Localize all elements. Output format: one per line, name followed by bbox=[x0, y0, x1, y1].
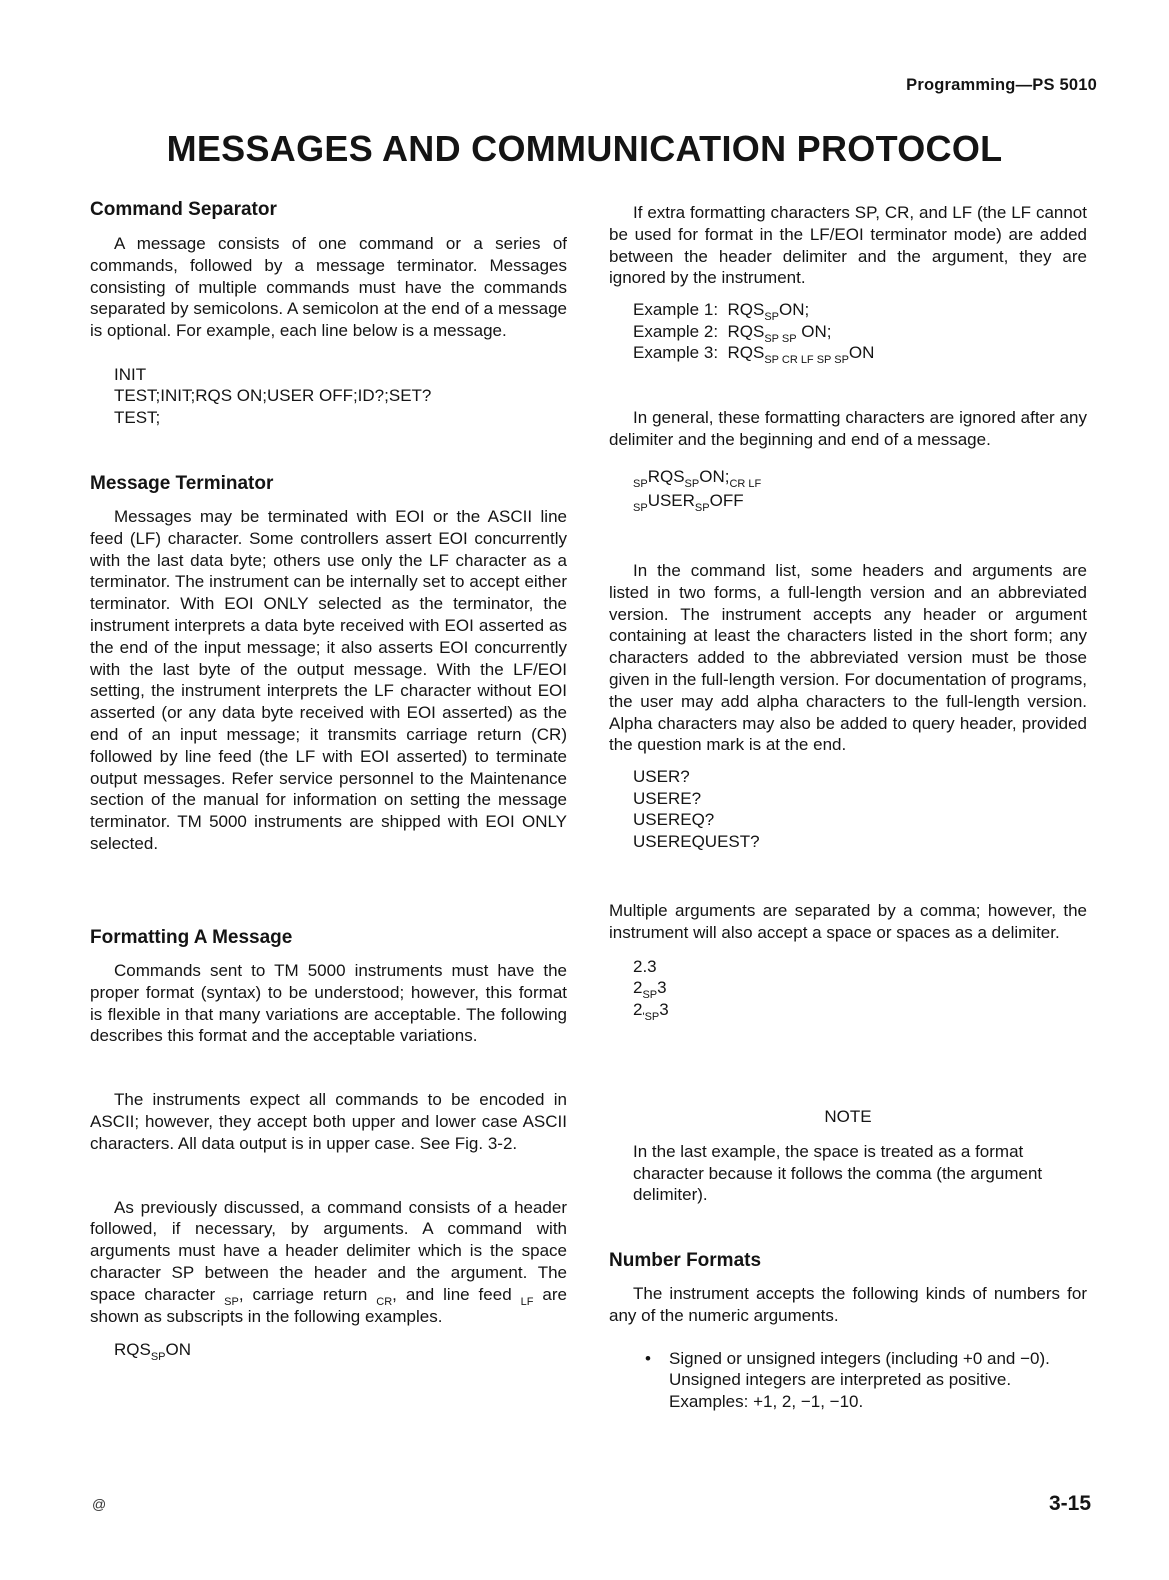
text: , and line feed bbox=[392, 1284, 521, 1304]
text: USER bbox=[647, 490, 695, 510]
example-line bbox=[633, 342, 1087, 367]
note-body: In the last example, the space is treated as a format character because it follows the comma (the argument delimiter). bbox=[633, 1141, 1043, 1205]
section-heading: Message Terminator bbox=[90, 473, 274, 494]
note-title: NOTE bbox=[824, 1107, 872, 1126]
bullet-icon: • bbox=[645, 1348, 651, 1368]
section-heading: Command Separator bbox=[90, 199, 277, 220]
subscript: LF bbox=[520, 1295, 534, 1308]
paragraph: Messages may be terminated with EOI or the ASCII line feed (LF) character. Some controllers assert EOI concurrently with the last data byte; others use only the LF character as a terminator. The instrument can be internally set to accept either terminator. With EOI ONLY selected as the terminator, the instrument interprets a data byte received with EOI asserted as the end of the input message; it also asserts EOI concurrently with the last byte of the output message. With the LF/EOI setting, the instrument interprets the LF character without EOI asserted (or any data byte received with EOI asserted) as the end of an input message; it transmits carriage return (CR) followed by line feed (the LF with EOI asserted) to terminate output messages. Refer service personnel to the Maintenance section of the manual for information on setting the message terminator. TM 5000 instruments are shipped with EOI ONLY selected. bbox=[90, 507, 567, 853]
formatting-section bbox=[90, 926, 567, 1364]
example-line bbox=[633, 999, 1087, 1021]
text: RQS bbox=[647, 466, 685, 486]
subscript: SP bbox=[642, 989, 658, 1002]
paragraph bbox=[90, 1197, 567, 1328]
paragraph: In the command list, some headers and arguments are listed in two forms, a full-length version and an abbreviated version. The instrument accepts any header or argument containing at least the characters listed in the short form; any characters added to the abbreviated version must be those given in the full-length version. For documentation of programs, the user may add alpha characters to the full-length version. Alpha characters may also be added to query header, provided the question mark is at the end. bbox=[609, 561, 1087, 755]
paragraph: Commands sent to TM 5000 instruments must have the proper format (syntax) to be understood; however, this format is flexible in that many variations are acceptable. The following describes this format and the acceptable variations. bbox=[90, 961, 567, 1046]
example-line bbox=[90, 1339, 567, 1364]
subscript: SP bbox=[633, 477, 648, 490]
text: As previously discussed, a command consists of a header followed, if necessary, by arguments. A command with arguments must have a header delimiter which is the space character SP between the header and the argument. The space character bbox=[90, 1197, 567, 1304]
example-line bbox=[633, 977, 1087, 1002]
label: Example 2: bbox=[633, 321, 719, 341]
subscript: SP bbox=[694, 501, 710, 514]
text: are shown as subscripts in the following examples. bbox=[90, 1284, 567, 1326]
extra-formatting-section bbox=[609, 202, 1087, 367]
subscript: SP bbox=[633, 501, 648, 514]
subscript: CR bbox=[376, 1295, 393, 1308]
example-line: USEREQUEST? bbox=[633, 831, 760, 851]
example-line: 2.3 bbox=[633, 956, 657, 976]
page-number: 3-15 bbox=[1048, 1492, 1091, 1515]
paragraph: The instrument accepts the following kinds of numbers for any of the numeric arguments. bbox=[609, 1284, 1087, 1325]
text: RQS bbox=[727, 300, 765, 320]
text: OFF bbox=[709, 490, 744, 510]
example-line bbox=[633, 465, 1087, 489]
subscript: SP SP bbox=[764, 332, 797, 345]
example-line: TEST;INIT;RQS ON;USER OFF;ID?;SET? bbox=[114, 386, 432, 406]
example-line bbox=[633, 299, 1087, 324]
text: ON; bbox=[779, 300, 810, 320]
text: 2 bbox=[633, 999, 643, 1019]
example-list bbox=[609, 766, 1087, 852]
example-list bbox=[90, 364, 567, 429]
subscript: SP CR LF SP SP bbox=[764, 354, 849, 367]
text: RQS bbox=[727, 343, 765, 363]
message-terminator-section bbox=[90, 472, 567, 855]
bullet-item bbox=[609, 1348, 1087, 1413]
text: 3 bbox=[659, 999, 669, 1019]
text: RQS bbox=[114, 1340, 151, 1360]
text: RQS bbox=[727, 321, 765, 341]
text: 3 bbox=[657, 978, 667, 998]
text: ON; bbox=[796, 321, 832, 341]
note-section bbox=[609, 1106, 1087, 1206]
example-line: USER? bbox=[633, 767, 690, 787]
paragraph: Multiple arguments are separated by a comma; however, the instrument will also accept a space or spaces as a delimiter. bbox=[609, 901, 1087, 942]
example-line bbox=[633, 321, 1087, 343]
footer-mark: @ bbox=[92, 1496, 107, 1512]
example-line: USEREQ? bbox=[633, 810, 715, 830]
page-title: MESSAGES AND COMMUNICATION PROTOCOL bbox=[166, 128, 1003, 169]
paragraph: If extra formatting characters SP, CR, and LF (the LF cannot be used for format in the LF/EOI terminator mode) are added between the header delimiter and the argument, they are ignored by the instrument. bbox=[609, 203, 1087, 288]
text: , carriage return bbox=[238, 1284, 377, 1304]
subscript: SP bbox=[150, 1351, 166, 1364]
text: 2 bbox=[633, 978, 643, 998]
example-line bbox=[633, 489, 1087, 513]
running-head: Programming—PS 5010 bbox=[906, 76, 1097, 94]
paragraph: The instruments expect all commands to be encoded in ASCII; however, they accept both upper and lower case ASCII characters. All data output is in upper case. See Fig. 3-2. bbox=[90, 1090, 567, 1153]
example-list bbox=[609, 956, 1087, 1021]
example-list bbox=[609, 299, 1087, 367]
section-heading: Formatting A Message bbox=[90, 927, 293, 948]
example-line: TEST; bbox=[114, 407, 161, 427]
paragraph: A message consists of one command or a series of commands, followed by a message terminator. Messages consisting of multiple commands must have the commands separated by semicolons. A semicolon at the end of a message is optional. For example, each line below is a message. bbox=[90, 234, 567, 341]
bullet-text: Signed or unsigned integers (including +0 and −0). Unsigned integers are interpreted as positive. Examples: +1, 2, −1, −10. bbox=[669, 1348, 1050, 1412]
multiple-arguments-section bbox=[609, 900, 1087, 1023]
paragraph: In general, these formatting characters are ignored after any delimiter and the beginning and end of a message. bbox=[609, 408, 1087, 449]
text: ON; bbox=[699, 466, 730, 486]
label: Example 3: bbox=[633, 343, 719, 363]
subscript: SP bbox=[764, 311, 780, 324]
section-heading: Number Formats bbox=[609, 1250, 762, 1271]
command-list-section bbox=[609, 560, 1087, 852]
example-list bbox=[609, 465, 1087, 513]
subscript: CR LF bbox=[729, 477, 762, 490]
general-section bbox=[609, 407, 1087, 513]
example-line: USERE? bbox=[633, 788, 702, 808]
subscript: SP bbox=[684, 477, 700, 490]
subscript: 'SP bbox=[642, 1010, 660, 1023]
text: ON bbox=[848, 343, 875, 363]
command-separator-section bbox=[90, 198, 567, 428]
subscript: SP bbox=[224, 1295, 239, 1308]
example-line: INIT bbox=[114, 364, 147, 384]
text: ON bbox=[165, 1340, 192, 1360]
number-formats-section bbox=[609, 1249, 1087, 1413]
label: Example 1: bbox=[633, 300, 719, 320]
